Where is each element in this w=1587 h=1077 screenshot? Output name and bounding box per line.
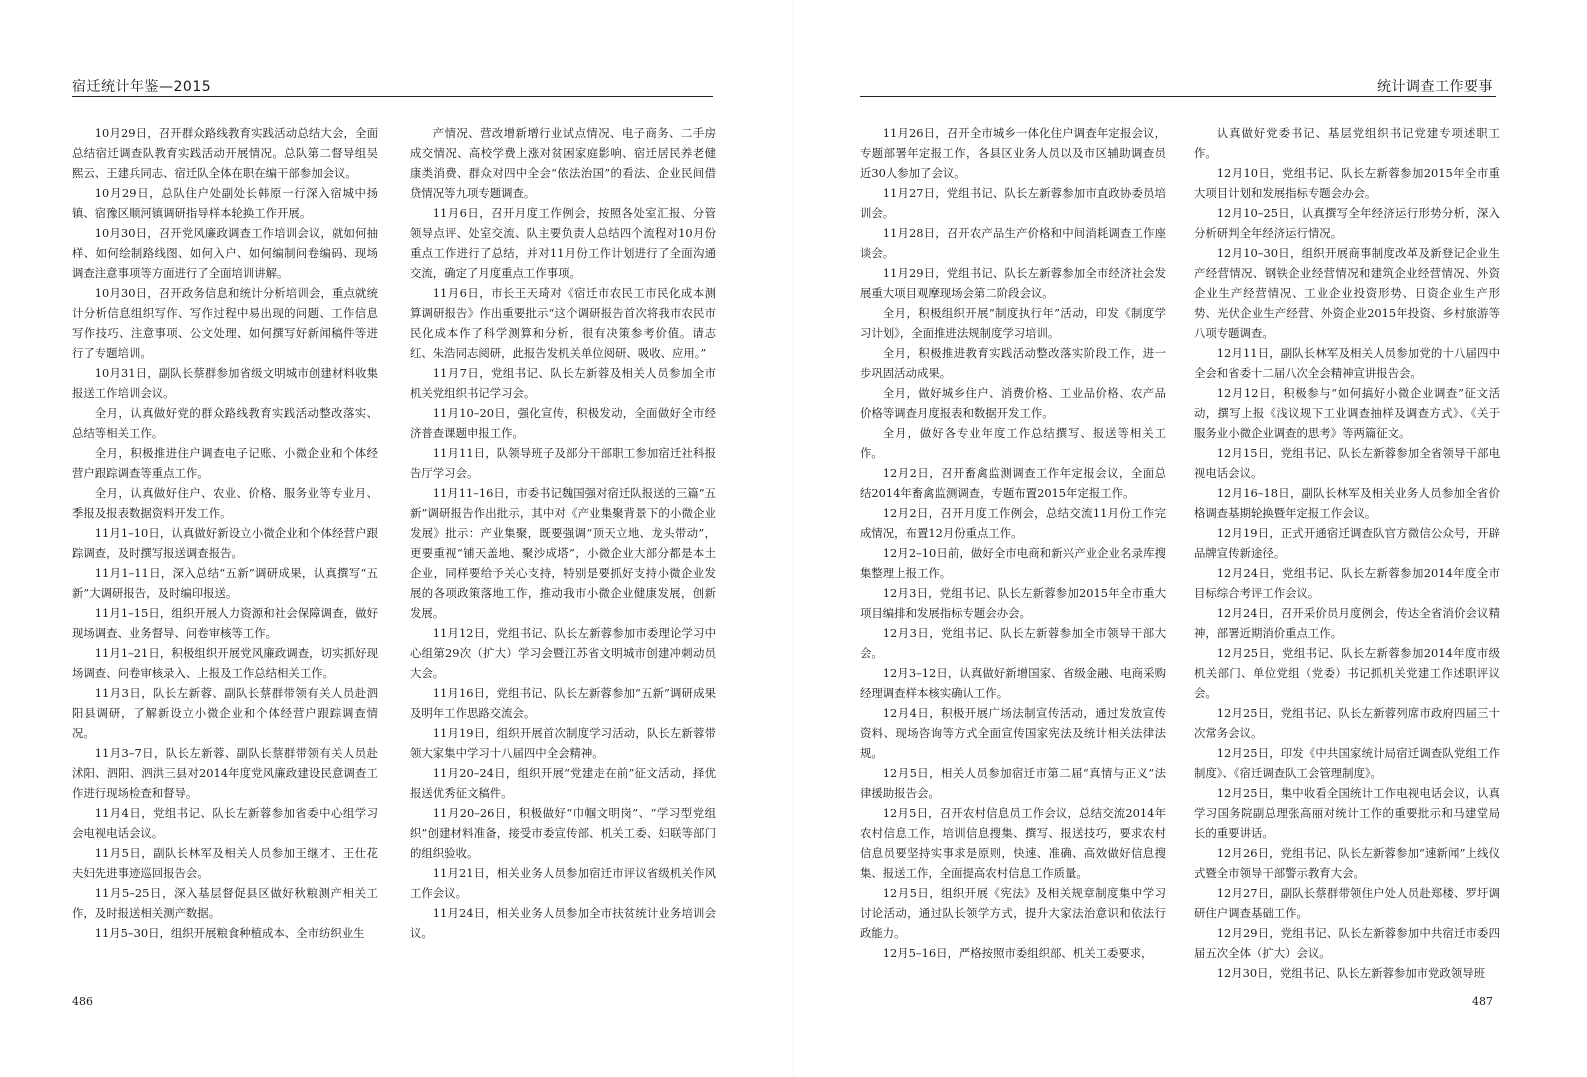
paragraph: 12月30日，党组书记、队长左新蓉参加市党政领导班 [1216, 966, 1485, 980]
paragraph: 11月26日，召开全市城乡一体化住户调查年定报会议，专题部署年定报工作，各县区业务人员以及市区辅助调查员近30人参加了会议。 [860, 126, 1166, 180]
running-head: 统计调查工作要事 [1377, 79, 1493, 95]
paragraph: 全月，积极推进教育实践活动整改落实阶段工作，进一步巩固活动成果。 [860, 346, 1166, 380]
paragraph: 12月19日，正式开通宿迁调查队官方微信公众号，开辟品牌宣传新途径。 [1194, 526, 1500, 560]
paragraph: 12月5–16日，严格按照市委组织部、机关工委要求， [882, 946, 1153, 960]
paragraph: 12月24日，召开采价员月度例会，传达全省消价会议精神，部署近期消价重点工作。 [1194, 606, 1500, 640]
paragraph: 10月30日，召开政务信息和统计分析培训会，重点就统计分析信息组织写作、写作过程中易出现的问题、工作信息写作技巧、注意事项、公文处理、如何撰写好新闻稿件等进行了专题培训。 [72, 286, 378, 360]
paragraph: 11月16日，党组书记、队长左新蓉参加“五新”调研成果及明年工作思路交流会。 [410, 686, 716, 720]
page-number: 486 [72, 995, 93, 1008]
paragraph: 12月25日，党组书记、队长左新蓉列席市政府四届三十次常务会议。 [1194, 706, 1500, 740]
paragraph: 12月29日，党组书记、队长左新蓉参加中共宿迁市委四届五次全体（扩大）会议。 [1194, 926, 1500, 960]
paragraph: 11月29日，党组书记、队长左新蓉参加全市经济社会发展重大项目观摩现场会第二阶段会议。 [860, 266, 1166, 300]
paragraph: 11月28日，召开农产品生产价格和中间消耗调查工作座谈会。 [860, 226, 1166, 260]
paragraph: 11月27日，党组书记、队长左新蓉参加市直政协委员培训会。 [860, 186, 1166, 220]
text-column-1 [860, 123, 1166, 963]
paragraph: 12月10日，党组书记、队长左新蓉参加2015年全市重大项目计划和发展指标专题会办会。 [1194, 166, 1500, 200]
paragraph: 12月12日，积极参与“如何搞好小微企业调查”征文活动，撰写上报《浅议规下工业调查抽样及调查方式》、《关于服务业小微企业调查的思考》等两篇征文。 [1194, 386, 1500, 440]
paragraph: 11月5–30日，组织开展粮食种植成本、全市纺织业生 [94, 926, 365, 940]
paragraph: 12月10–25日，认真撰写全年经济运行形势分析，深入分析研判全年经济运行情况。 [1194, 206, 1500, 240]
paragraph: 全月，做好各专业年度工作总结撰写、报送等相关工作。 [860, 426, 1166, 460]
paragraph: 12月3日，党组书记、队长左新蓉参加2015年全市重大项目编排和发展指标专题会办会。 [860, 586, 1166, 620]
paragraph: 11月12日，党组书记、队长左新蓉参加市委理论学习中心组第29次（扩大）学习会暨江苏省文明城市创建冲刺动员大会。 [410, 626, 716, 680]
paragraph: 11月1–21日，积极组织开展党风廉政调查，切实抓好现场调查、问卷审核录入、上报及工作总结相关工作。 [72, 646, 378, 680]
paragraph: 12月25日，党组书记、队长左新蓉参加2014年度市级机关部门、单位党组（党委）书记抓机关党建工作述职评议会。 [1194, 646, 1500, 700]
paragraph: 12月27日，副队长蔡群带领住户处人员赴郑楼、罗圩调研住户调查基础工作。 [1194, 886, 1500, 920]
text-column-1 [72, 123, 378, 943]
paragraph: 11月10–20日，强化宣传，积极发动，全面做好全市经济普查课题申报工作。 [410, 406, 716, 440]
paragraph: 全月，做好城乡住户、消费价格、工业品价格、农产品价格等调查月度报表和数据开发工作。 [860, 386, 1166, 420]
paragraph: 12月25日，集中收看全国统计工作电视电话会议，认真学习国务院副总理张高丽对统计工作的重要批示和马建堂局长的重要讲话。 [1194, 786, 1500, 840]
paragraph: 12月11日，副队长林军及相关人员参加党的十八届四中全会和省委十二届八次全会精神宣讲报告会。 [1194, 346, 1500, 380]
paragraph: 11月20–26日，积极做好“巾帼文明岗”、“学习型党组织”创建材料准备，接受市委宣传部、机关工委、妇联等部门的组织验收。 [410, 806, 716, 860]
paragraph: 全月，认真做好住户、农业、价格、服务业等专业月、季报及报表数据资料开发工作。 [72, 486, 378, 520]
paragraph: 12月5日，相关人员参加宿迁市第二届“真情与正义”法律援助报告会。 [860, 766, 1166, 800]
paragraph: 11月19日，组织开展首次制度学习活动，队长左新蓉带领大家集中学习十八届四中全会精神。 [410, 726, 716, 760]
paragraph: 12月16–18日，副队长林军及相关业务人员参加全省价格调查基期轮换暨年定报工作会议。 [1194, 486, 1500, 520]
paragraph: 11月24日，相关业务人员参加全市扶贫统计业务培训会议。 [410, 906, 716, 940]
paragraph: 11月21日，相关业务人员参加宿迁市评议省级机关作风工作会议。 [410, 866, 716, 900]
paragraph: 12月24日，党组书记、队长左新蓉参加2014年度全市目标综合考评工作会议。 [1194, 566, 1500, 600]
text-column-2 [1194, 123, 1500, 983]
paragraph: 11月1–15日，组织开展人力资源和社会保障调查，做好现场调查、业务督导、问卷审核等工作。 [72, 606, 378, 640]
paragraph: 11月3日，队长左新蓉、副队长蔡群带领有关人员赴泗阳县调研，了解新设立小微企业和个体经营户跟踪调查情况。 [72, 686, 378, 740]
right-page [794, 0, 1587, 1077]
paragraph: 12月26日，党组书记、队长左新蓉参加“速新闻”上线仪式暨全市领导干部警示教育大会。 [1194, 846, 1500, 880]
paragraph: 12月4日，积极开展广场法制宣传活动，通过发放宣传资料、现场咨询等方式全面宣传国家宪法及统计相关法律法规。 [860, 706, 1166, 760]
paragraph: 11月6日，召开月度工作例会，按照各处室汇报、分管领导点评、处室交流、队主要负责人总结四个流程对10月份重点工作进行了总结，并对11月份工作计划进行了全面沟通交流，确定了月度重点工作事项。 [410, 206, 716, 280]
paragraph: 11月20–24日，组织开展“党建走在前”征文活动，择优报送优秀征文稿件。 [410, 766, 716, 800]
paragraph: 12月10–30日，组织开展商事制度改革及新登记企业生产经营情况、钢铁企业经营情况和建筑企业经营情况、外资企业生产经营情况、工业企业投资形势、日资企业生产形势、光伏企业生产经营、外资企业2015年投资、乡村旅游等八项专题调查。 [1194, 246, 1500, 340]
paragraph: 12月2日，召开畜禽监测调查工作年定报会议，全面总结2014年畜禽监测调查，专题布置2015年定报工作。 [860, 466, 1166, 500]
paragraph: 11月5–25日，深入基层督促县区做好秋粮测产相关工作，及时报送相关测产数据。 [72, 886, 378, 920]
header-rule [72, 96, 713, 97]
paragraph: 12月25日，印发《中共国家统计局宿迁调查队党组工作制度》、《宿迁调查队工会管理制度》。 [1194, 746, 1500, 780]
paragraph: 全月，积极组织开展“制度执行年”活动，印发《制度学习计划》，全面推进法规制度学习培训。 [860, 306, 1166, 340]
paragraph: 12月2–10日前，做好全市电商和新兴产业企业名录库搜集整理上报工作。 [860, 546, 1166, 580]
left-page [0, 0, 793, 1077]
paragraph: 12月5日，组织开展《宪法》及相关规章制度集中学习讨论活动，通过队长领学方式，提升大家法治意识和依法行政能力。 [860, 886, 1166, 940]
paragraph: 11月1–11日，深入总结“五新”调研成果，认真撰写“五新”大调研报告，及时编印报送。 [72, 566, 378, 600]
paragraph: 12月3日，党组书记、队长左新蓉参加全市领导干部大会。 [860, 626, 1166, 660]
paragraph: 10月29日，总队住户处副处长韩原一行深入宿城中扬镇、宿豫区顺河镇调研指导样本轮换工作开展。 [72, 186, 378, 220]
paragraph: 11月6日，市长王天琦对《宿迁市农民工市民化成本测算调研报告》作出重要批示“这个调研报告首次将我市农民市民化成本作了科学测算和分析，很有决策参考价值。请志红、朱浩同志阅研，此报告发机关单位阅研、吸收、应用。” [410, 286, 716, 360]
paragraph: 10月29日，召开群众路线教育实践活动总结大会，全面总结宿迁调查队教育实践活动开展情况。总队第二督导组吴熙云、王建兵同志、宿迁队全体在职在编干部参加会议。 [72, 126, 378, 180]
paragraph: 11月4日，党组书记、队长左新蓉参加省委中心组学习会电视电话会议。 [72, 806, 378, 840]
paragraph: 11月7日，党组书记、队长左新蓉及相关人员参加全市机关党组织书记学习会。 [410, 366, 716, 400]
paragraph: 12月5日，召开农村信息员工作会议，总结交流2014年农村信息工作，培训信息搜集、撰写、报送技巧，要求农村信息员要坚持实事求是原则，快速、准确、高效做好信息搜集、报送工作，全面提高农村信息工作质量。 [860, 806, 1166, 880]
text-column-2 [410, 123, 716, 943]
page-number: 487 [1472, 995, 1493, 1008]
paragraph: 11月11日，队领导班子及部分干部职工参加宿迁社科报告厅学习会。 [410, 446, 716, 480]
paragraph: 12月2日，召开月度工作例会，总结交流11月份工作完成情况，布置12月份重点工作。 [860, 506, 1166, 540]
paragraph: 10月31日，副队长蔡群参加省级文明城市创建材料收集报送工作培训会议。 [72, 366, 378, 400]
paragraph: 全月，认真做好党的群众路线教育实践活动整改落实、总结等相关工作。 [72, 406, 378, 440]
paragraph: 11月3–7日，队长左新蓉、副队长蔡群带领有关人员赴沭阳、泗阳、泗洪三县对2014年度党风廉政建设民意调查工作进行现场检查和督导。 [72, 746, 378, 800]
paragraph: 认真做好党委书记、基层党组织书记党建专项述职工作。 [1194, 126, 1500, 160]
paragraph: 全月，积极推进住户调查电子记账、小微企业和个体经营户跟踪调查等重点工作。 [72, 446, 378, 480]
paragraph: 12月3–12日，认真做好新增国家、省级金融、电商采购经理调查样本核实确认工作。 [860, 666, 1166, 700]
paragraph: 11月5日，副队长林军及相关人员参加王继才、王仕花夫妇先进事迹巡回报告会。 [72, 846, 378, 880]
paragraph: 11月11–16日，市委书记魏国强对宿迁队报送的三篇“五新”调研报告作出批示，其中对《产业集聚背景下的小微企业发展》批示：产业集聚，既要强调“顶天立地、龙头带动”，更要重视“铺天盖地、聚沙成塔”，小微企业大部分都是本土企业，同样要给予关心支持，特别是要抓好支持小微企业发展的各项政策落地工作，推动我市小微企业健康发展，创新发展。 [410, 486, 716, 620]
paragraph: 12月15日，党组书记、队长左新蓉参加全省领导干部电视电话会议。 [1194, 446, 1500, 480]
running-head: 宿迁统计年鉴—2015 [72, 79, 212, 95]
header-rule [860, 96, 1496, 97]
paragraph: 产情况、营改增新增行业试点情况、电子商务、二手房成交情况、高校学费上涨对贫困家庭影响、宿迁居民养老健康类消费、群众对四中全会“依法治国”的看法、企业民间借贷情况等九项专题调查。 [410, 126, 716, 200]
paragraph: 11月1–10日，认真做好新设立小微企业和个体经营户跟踪调查，及时撰写报送调查报告。 [72, 526, 378, 560]
paragraph: 10月30日，召开党风廉政调查工作培训会议，就如何抽样、如何绘制路线图、如何入户、如何编制问卷编码、现场调查注意事项等方面进行了全面培训讲解。 [72, 226, 378, 280]
